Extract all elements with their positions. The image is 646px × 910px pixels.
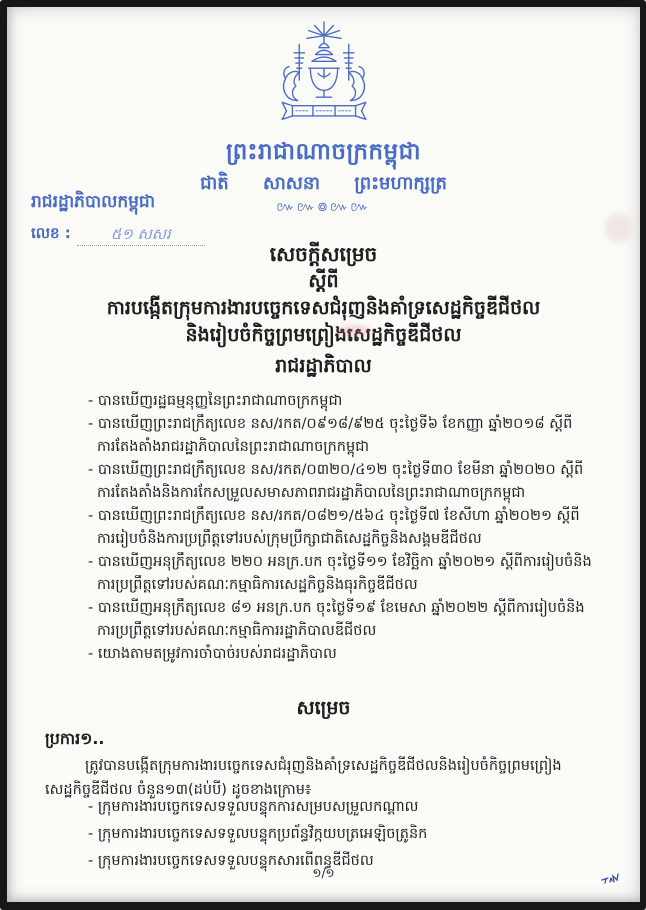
government-stamp bbox=[31, 191, 205, 246]
kingdom-title: ព្រះរាជាណាចក្រកម្ពុជា bbox=[225, 139, 422, 165]
working-group-item: - ក្រុមការងារបច្ចេកទេសទទួលបន្ទុកសារពើពន្ធឌីជីថល bbox=[88, 853, 374, 869]
document-page bbox=[7, 7, 640, 902]
article-1-body-line: ត្រូវបានបង្កើតក្រុមការងារបច្ចេកទេសជំរុញនិងគាំទ្រសេដ្ឋកិច្ចឌីជីថលនិងរៀបចំកិច្ចព្រមព្រៀង bbox=[85, 758, 562, 774]
article-1-body-line: សេដ្ឋកិច្ចឌីជីថល ចំនួន១៣(ដប់បី) ដូចខាងក្រោម៖ bbox=[45, 782, 312, 798]
pen-initials-mark bbox=[600, 870, 624, 890]
citation-item: - បានឃើញរដ្ឋធម្មនុញ្ញនៃព្រះរាជាណាចក្រកម្ពុជា bbox=[88, 393, 343, 409]
ornament-divider: ៚៚៙៚៚ bbox=[276, 200, 371, 215]
citation-list bbox=[88, 390, 596, 666]
section-header-royal-government: រាជរដ្ឋាភិបាល bbox=[275, 355, 372, 377]
motto-nation: ជាតិ bbox=[200, 173, 229, 194]
subject-line-2: និងរៀបចំកិច្ចព្រមព្រៀងសេដ្ឋកិច្ចឌីជីថល bbox=[185, 324, 462, 346]
working-group-list bbox=[88, 794, 596, 875]
page-number: ១/១ bbox=[312, 866, 335, 880]
motto-religion: សាសនា bbox=[262, 173, 321, 194]
section-header-decision: សម្រេច bbox=[296, 697, 351, 719]
scan-smudge bbox=[337, 325, 371, 337]
working-group-item: - ក្រុមការងារបច្ចេកទេសទទួលបន្ទុកការសម្របសម្រួលកណ្តាល bbox=[88, 799, 419, 815]
motto-king: ព្រះមហាក្សត្រ bbox=[354, 173, 447, 194]
scan-smudge bbox=[605, 213, 631, 243]
doc-title-block bbox=[7, 241, 640, 349]
citation-item: - បានឃើញព្រះរាជក្រឹត្យលេខ នស/រកត/០៨២១/៥៦៤ ចុះថ្ងៃទី៧ ខែសីហា ឆ្នាំ២០២១ ស្តីពី ការរៀបចំនិងការប្រព្រឹត្តទៅរបស់ក្រុមប្រឹក្សាជាតិសេដ្ឋកិច្ចនិងសង្គមឌីជីថល bbox=[88, 508, 580, 547]
citation-item: - បានឃើញអនុក្រឹត្យលេខ ២២០ អនក្រ.បក ចុះថ្ងៃទី១១ ខែវិច្ឆិកា ឆ្នាំ២០២១ ស្តីពីការរៀបចំនិង ការប្រព្រឹត្តទៅរបស់គណៈកម្មាធិការសេដ្ឋកិច្ចនិងធុរកិច្ចឌីជីថល bbox=[88, 554, 592, 593]
citation-item: - បានឃើញព្រះរាជក្រឹត្យលេខ នស/រកត/០៩១៨/៩២៥ ចុះថ្ងៃទី៦ ខែកញ្ញា ឆ្នាំ២០១៨ ស្តីពី ការតែងតាំងរាជរដ្ឋាភិបាលនៃព្រះរាជាណាចក្រកម្ពុជា bbox=[88, 416, 573, 455]
article-1-label: ប្រការ១.. bbox=[45, 729, 105, 748]
royal-arms-icon bbox=[7, 17, 640, 137]
document-number-label: លេខ : bbox=[31, 224, 71, 242]
stamp-org-line: រាជរដ្ឋាភិបាលកម្ពុជា bbox=[31, 192, 156, 212]
working-group-item: - ក្រុមការងារបច្ចេកទេសទទួលបន្ទុកប្រព័ន្ធវិក្កយបត្រអេឡិចត្រូនិក bbox=[88, 826, 428, 842]
citation-item: - យោងតាមតម្រូវការចាំបាច់របស់រាជរដ្ឋាភិបាល bbox=[88, 646, 337, 662]
document-number-value: ៥១ សសរ bbox=[110, 225, 171, 243]
subject-line-1: ការបង្កើតក្រុមការងារបច្ចេកទេសជំរុញនិងគាំទ្រសេដ្ឋកិច្ចឌីជីថល bbox=[106, 297, 541, 319]
citation-item: - បានឃើញអនុក្រឹត្យលេខ ៨១ អនក្រ.បក ចុះថ្ងៃទី១៩ ខែមេសា ឆ្នាំ២០២២ ស្តីពីការរៀបចំនិង ការប្រព្រឹត្តទៅរបស់គណៈកម្មាធិការរដ្ឋាភិបាលឌីជីថល bbox=[88, 600, 585, 639]
regarding-line: ស្តីពី bbox=[308, 270, 339, 292]
citation-item: - បានឃើញព្រះរាជក្រឹត្យលេខ នស/រកត/០៣២០/៤១២ ចុះថ្ងៃទី៣០ ខែមីនា ឆ្នាំ២០២០ ស្តីពី ការតែងតាំងនិងការកែសម្រួលសមាសភាពរាជរដ្ឋាភិបាលនៃព្រះរាជាណាចក្រកម្ពុជា bbox=[88, 462, 584, 501]
doc-type-title: សេចក្តីសម្រេច bbox=[269, 242, 378, 266]
